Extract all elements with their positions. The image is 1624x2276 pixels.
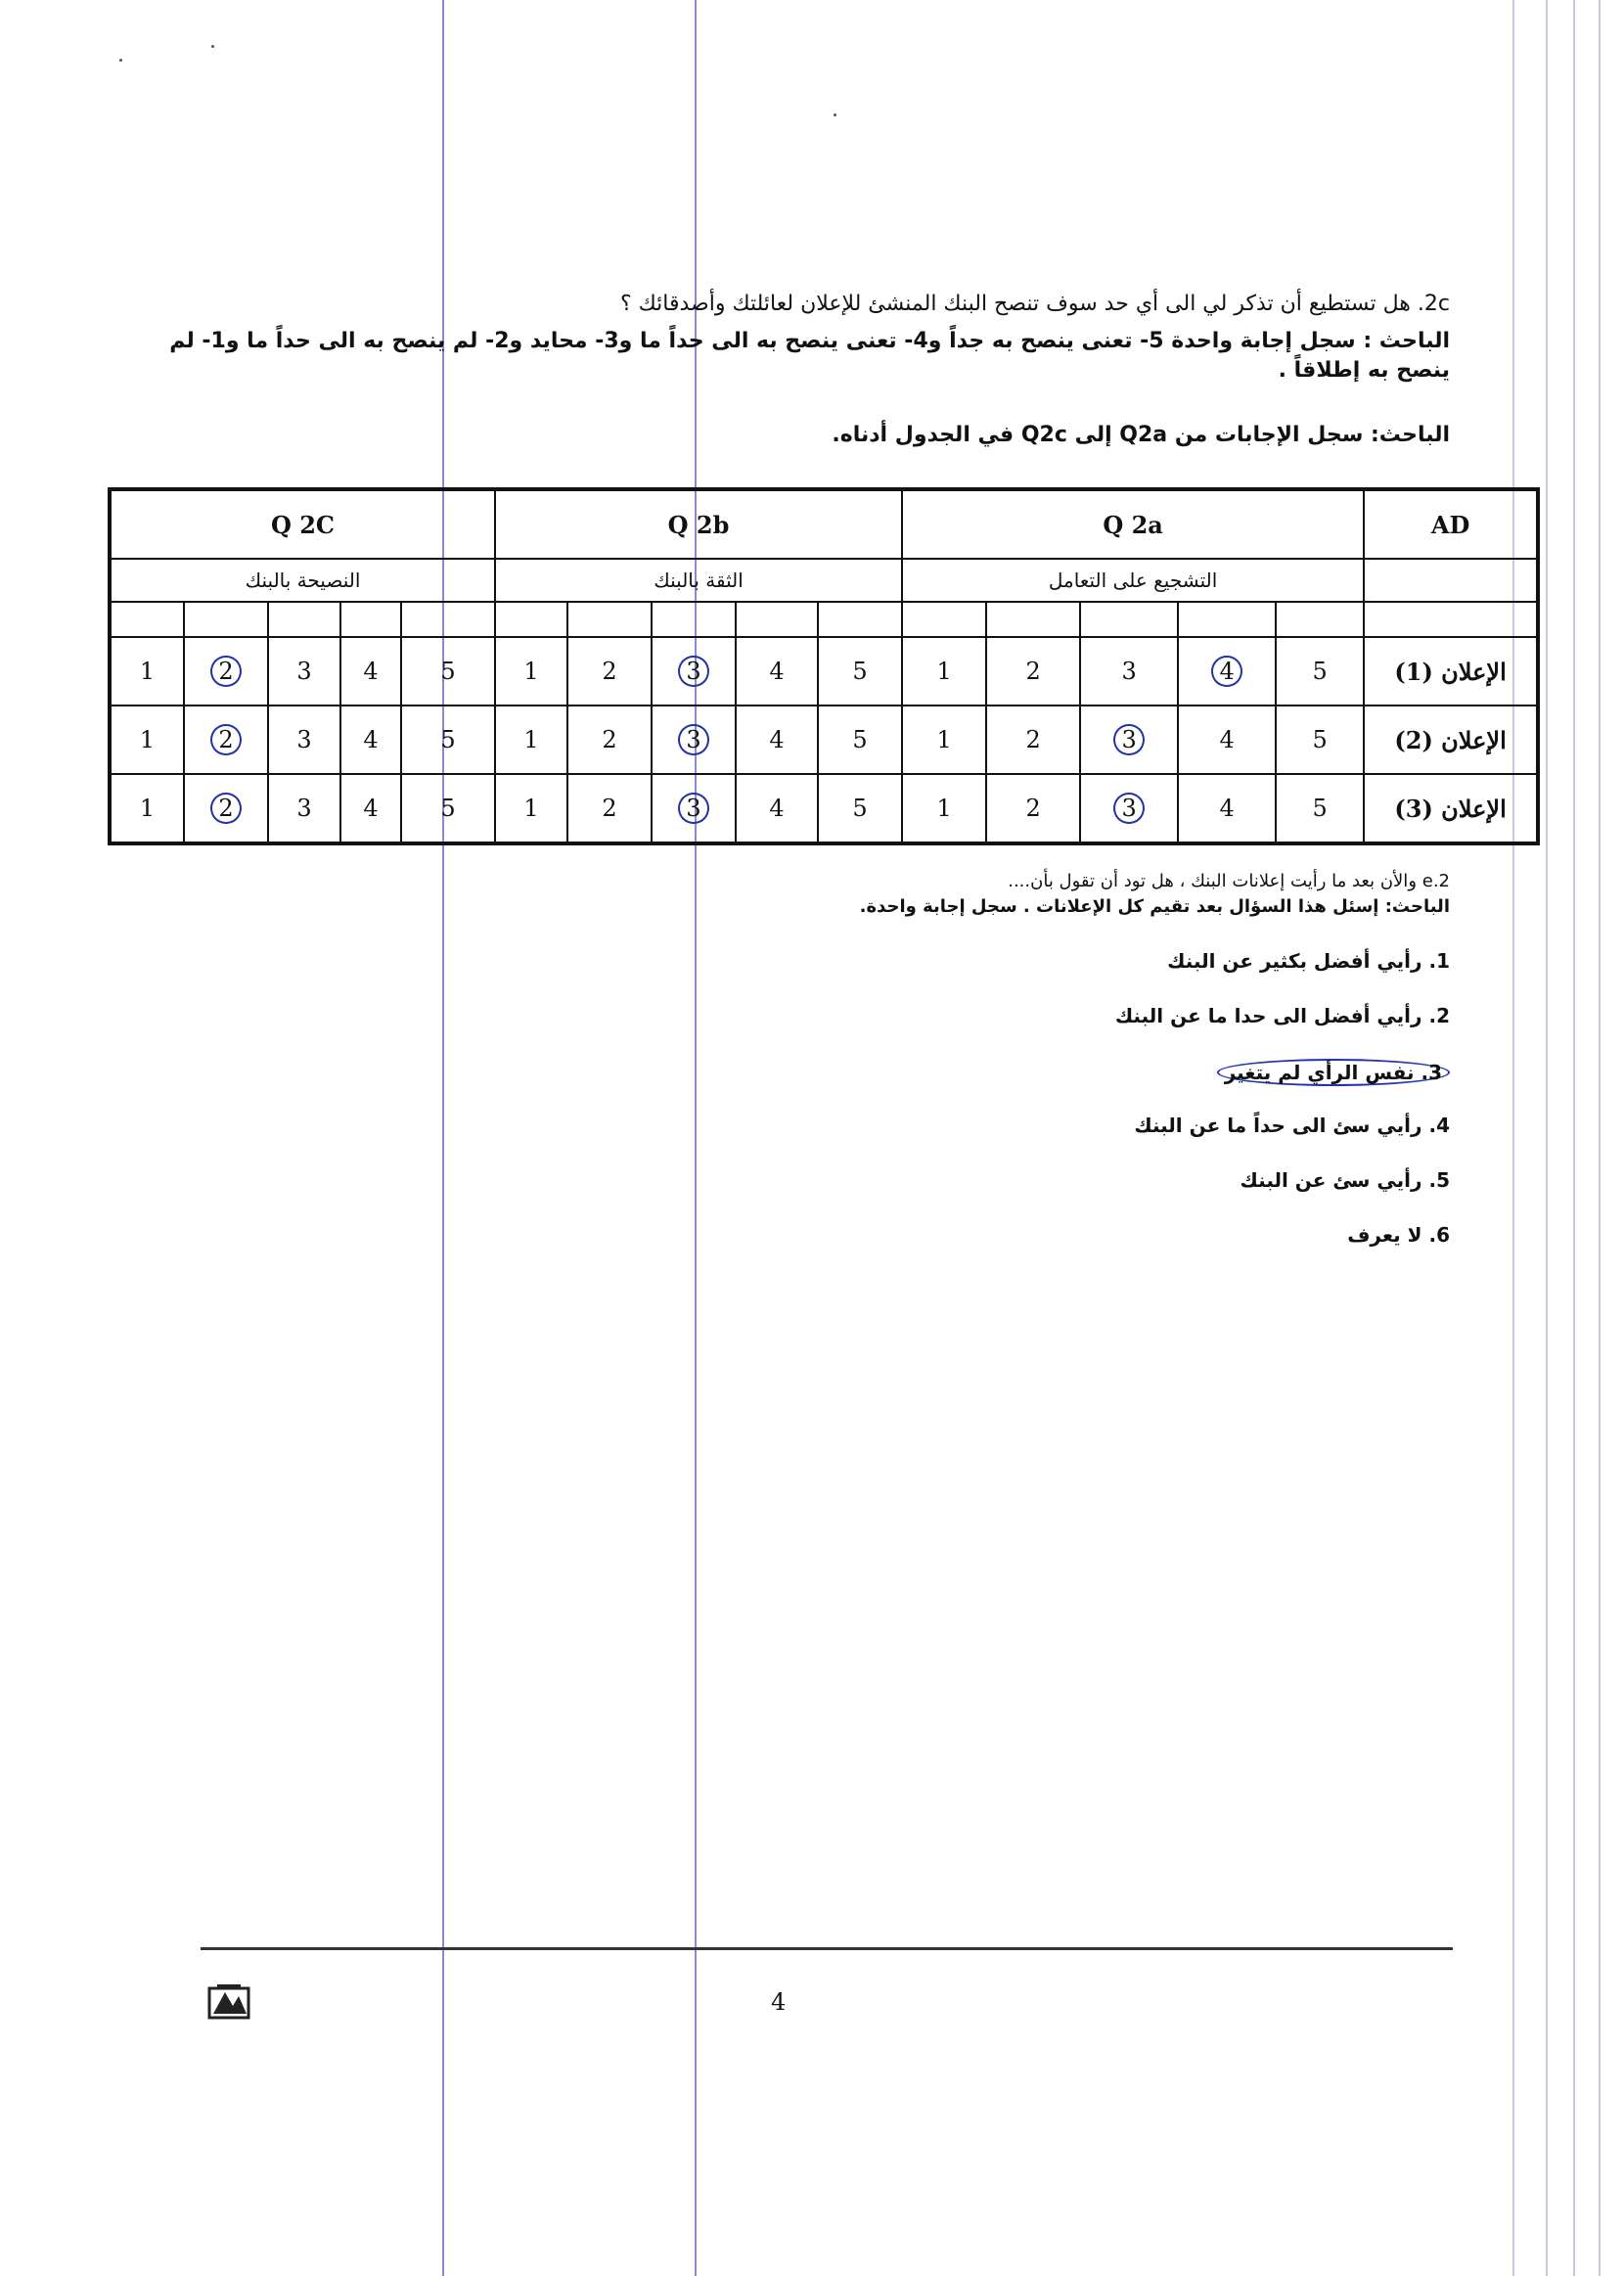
- blank-cell: [184, 602, 268, 637]
- scale-value: 4: [769, 795, 785, 822]
- company-logo-icon: [207, 1982, 250, 2022]
- question-2c-instruction-cont: ينصح به إطلاقاً .: [1278, 358, 1450, 383]
- scale-value: 4: [1219, 795, 1235, 822]
- edge-line: [1599, 0, 1601, 2276]
- scale-value: 4: [363, 795, 379, 822]
- scale-cell[interactable]: [1178, 706, 1276, 774]
- scale-cell[interactable]: [1080, 637, 1178, 706]
- scale-value: 4: [769, 726, 785, 753]
- blank-cell: [268, 602, 340, 637]
- group-label-q2c: النصيحة بالبنك: [110, 559, 495, 602]
- scale-cell[interactable]: [736, 637, 818, 706]
- table-instruction: الباحث: سجل الإجابات من Q2a إلى Q2c في الجدول أدناه.: [832, 423, 1450, 447]
- scale-cell[interactable]: [902, 637, 986, 706]
- scale-value: 2: [210, 656, 241, 687]
- scale-cell[interactable]: [110, 774, 184, 843]
- scale-value: 2: [602, 726, 617, 753]
- scan-speck: [119, 59, 122, 62]
- scale-value: 3: [296, 795, 312, 822]
- grid-row: [110, 637, 1538, 706]
- option-1[interactable]: 1. رأيي أفضل بكثير عن البنك: [1167, 949, 1450, 973]
- option-4[interactable]: 4. رأيي سئ الى حداً ما عن البنك: [1134, 1114, 1450, 1137]
- scale-cell[interactable]: [1276, 637, 1364, 706]
- scale-cell[interactable]: [567, 706, 652, 774]
- scale-value: 5: [852, 658, 868, 685]
- edge-line: [1512, 0, 1514, 2276]
- scale-cell[interactable]: [986, 637, 1080, 706]
- group-label-q2b: الثقة بالبنك: [495, 559, 902, 602]
- scale-cell[interactable]: [1080, 706, 1178, 774]
- scale-cell[interactable]: [1178, 637, 1276, 706]
- scale-cell[interactable]: [986, 774, 1080, 843]
- scale-value: 1: [523, 726, 539, 753]
- scale-value: 4: [769, 658, 785, 685]
- scale-value: 5: [440, 795, 456, 822]
- blank-cell: [818, 602, 902, 637]
- scale-value: 3: [296, 726, 312, 753]
- scale-cell[interactable]: [184, 706, 268, 774]
- scale-cell[interactable]: [902, 706, 986, 774]
- ad-header: AD: [1364, 489, 1538, 559]
- scale-value: 5: [1312, 795, 1328, 822]
- option-3-circle: 3. نفس الرأي لم يتغير: [1217, 1059, 1450, 1086]
- scale-cell[interactable]: [567, 637, 652, 706]
- edge-line: [1546, 0, 1548, 2276]
- scale-cell[interactable]: [567, 774, 652, 843]
- scale-value: 3: [1113, 793, 1144, 824]
- scale-cell[interactable]: [495, 706, 567, 774]
- scale-value: 2: [210, 793, 241, 824]
- scale-cell[interactable]: [736, 774, 818, 843]
- question-2e-instruction: الباحث: إسئل هذا السؤال بعد تقيم كل الإعلانات . سجل إجابة واحدة.: [859, 896, 1450, 917]
- scale-cell[interactable]: [401, 637, 495, 706]
- scale-value: 5: [1312, 658, 1328, 685]
- scale-cell[interactable]: [340, 774, 401, 843]
- scale-value: 1: [523, 795, 539, 822]
- scale-value: 1: [139, 726, 156, 753]
- scale-cell[interactable]: [986, 706, 1080, 774]
- scale-value: 3: [678, 724, 708, 755]
- scale-value: 3: [678, 656, 708, 687]
- question-2e-prompt: 2.e والأن بعد ما رأيت إعلانات البنك ، هل تود أن تقول بأن....: [1008, 871, 1450, 891]
- scale-cell[interactable]: [818, 637, 902, 706]
- question-2c-prompt: 2c. هل تستطيع أن تذكر لي الى أي حد سوف تنصح البنك المنشئ للإعلان لعائلتك وأصدقائك ؟: [619, 292, 1450, 316]
- scale-value: 5: [440, 658, 456, 685]
- scale-value: 2: [602, 795, 617, 822]
- group-header-q2c: Q 2C: [110, 489, 495, 559]
- scale-cell[interactable]: [1178, 774, 1276, 843]
- ad-row-label: الإعلان (3): [1364, 774, 1538, 843]
- scale-cell[interactable]: [340, 706, 401, 774]
- group-label-q2a: التشجيع على التعامل: [902, 559, 1364, 602]
- scale-cell[interactable]: [401, 774, 495, 843]
- blank-cell: [495, 602, 567, 637]
- grid-row: [110, 706, 1538, 774]
- scale-value: 3: [296, 658, 312, 685]
- blank-cell: [1178, 602, 1276, 637]
- question-2c-instruction: الباحث : سجل إجابة واحدة 5- تعنى ينصح به جداً و4- تعنى ينصح به الى حداً ما و3- محايد و2- لم ينصح به الى حداً ما و1- لم: [169, 329, 1450, 353]
- scale-value: 1: [936, 795, 952, 822]
- scale-cell[interactable]: [652, 637, 736, 706]
- scale-cell[interactable]: [652, 706, 736, 774]
- scale-cell[interactable]: [902, 774, 986, 843]
- option-3[interactable]: [1217, 1059, 1450, 1086]
- group-header-q2b: Q 2b: [495, 489, 902, 559]
- scale-cell[interactable]: [818, 706, 902, 774]
- blank-cell: [1364, 602, 1538, 637]
- scale-value: 2: [1025, 795, 1041, 822]
- scale-cell[interactable]: [652, 774, 736, 843]
- blank-cell: [567, 602, 652, 637]
- footer-rule: [201, 1947, 1453, 1950]
- scale-cell[interactable]: [818, 774, 902, 843]
- blank-cell: [652, 602, 736, 637]
- grid-row: [110, 774, 1538, 843]
- ad-row-label: الإعلان (2): [1364, 706, 1538, 774]
- scale-cell[interactable]: [1276, 774, 1364, 843]
- scale-value: 5: [852, 795, 868, 822]
- blank-cell: [110, 602, 184, 637]
- scale-cell[interactable]: [110, 706, 184, 774]
- scale-value: 3: [678, 793, 708, 824]
- scale-value: 2: [1025, 726, 1041, 753]
- scan-speck: [211, 45, 214, 48]
- ad-label-blank: [1364, 559, 1538, 602]
- scale-cell[interactable]: [184, 774, 268, 843]
- scale-value: 2: [210, 724, 241, 755]
- scale-value: 1: [523, 658, 539, 685]
- scale-cell[interactable]: [340, 637, 401, 706]
- scale-cell[interactable]: [268, 774, 340, 843]
- scale-cell[interactable]: [1080, 774, 1178, 843]
- scale-value: 1: [139, 658, 156, 685]
- scale-cell[interactable]: [1276, 706, 1364, 774]
- scale-cell[interactable]: [184, 637, 268, 706]
- scan-speck: [834, 114, 836, 116]
- scale-cell[interactable]: [495, 637, 567, 706]
- option-2[interactable]: 2. رأيي أفضل الى حدا ما عن البنك: [1114, 1004, 1450, 1027]
- scale-value: 4: [363, 658, 379, 685]
- scale-value: 5: [1312, 726, 1328, 753]
- scale-value: 1: [936, 658, 952, 685]
- scale-value: 4: [363, 726, 379, 753]
- scale-value: 5: [852, 726, 868, 753]
- scale-cell[interactable]: [736, 706, 818, 774]
- blank-cell: [1080, 602, 1178, 637]
- scale-value: 4: [1211, 656, 1241, 687]
- option-5[interactable]: 5. رأيي سئ عن البنك: [1240, 1168, 1450, 1192]
- scale-cell[interactable]: [110, 637, 184, 706]
- scale-value: 1: [936, 726, 952, 753]
- blank-cell: [986, 602, 1080, 637]
- option-6[interactable]: 6. لا يعرف: [1347, 1223, 1450, 1247]
- group-header-q2a: Q 2a: [902, 489, 1364, 559]
- scale-cell[interactable]: [401, 706, 495, 774]
- answer-grid: [108, 487, 1540, 845]
- blank-cell: [401, 602, 495, 637]
- scale-value: 2: [602, 658, 617, 685]
- blank-cell: [1276, 602, 1364, 637]
- grid-body: [110, 637, 1538, 843]
- scale-value: 3: [1121, 658, 1137, 685]
- edge-line: [1573, 0, 1575, 2276]
- blank-cell: [902, 602, 986, 637]
- scale-cell[interactable]: [268, 637, 340, 706]
- scale-value: 3: [1113, 724, 1144, 755]
- scale-value: 4: [1219, 726, 1235, 753]
- page-number: 4: [771, 1988, 787, 2016]
- scale-value: 1: [139, 795, 156, 822]
- ad-row-label: الإعلان (1): [1364, 637, 1538, 706]
- scale-cell[interactable]: [268, 706, 340, 774]
- scale-cell[interactable]: [495, 774, 567, 843]
- scale-value: 2: [1025, 658, 1041, 685]
- blank-cell: [736, 602, 818, 637]
- blank-cell: [340, 602, 401, 637]
- scale-value: 5: [440, 726, 456, 753]
